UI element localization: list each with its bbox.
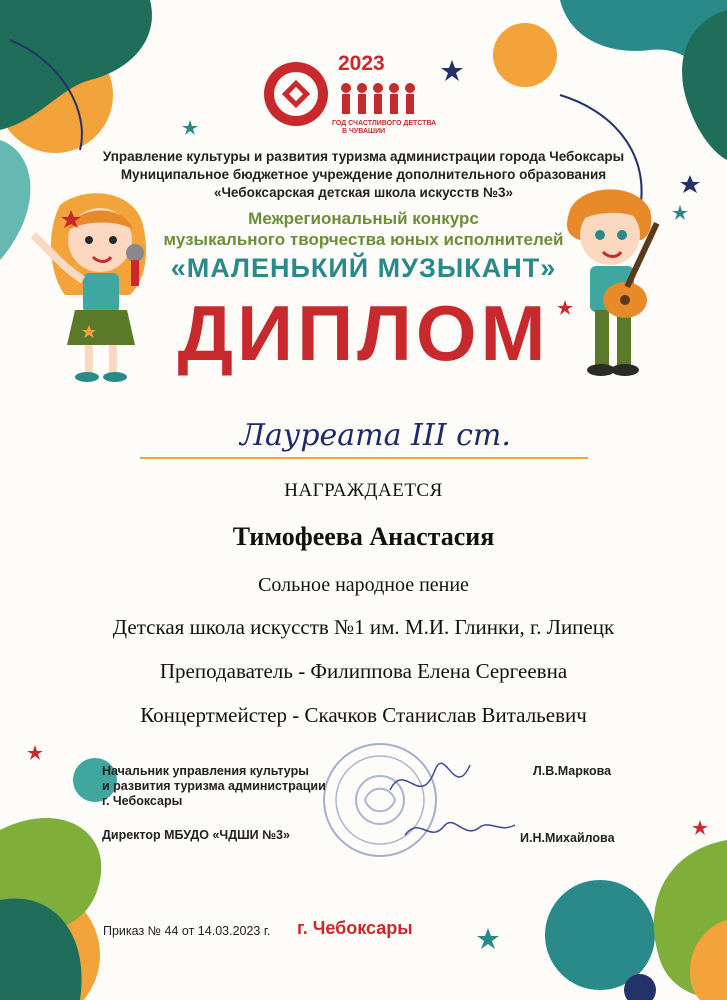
accompanist-name: Концертмейстер - Скачков Станислав Витальевич xyxy=(140,703,587,727)
order-note: Приказ № 44 от 14.03.2023 г. xyxy=(103,924,271,938)
organizer-line: Управление культуры и развития туризма администрации города Чебоксары xyxy=(102,149,625,164)
signatory-position-line: Начальник управления культуры xyxy=(102,764,309,778)
recipient-name: Тимофеева Анастасия xyxy=(232,522,495,551)
award-degree-handwritten: Лауреата III ст. xyxy=(240,418,511,453)
year-of-childhood-logo xyxy=(258,48,438,140)
awarded-label: НАГРАЖДАЕТСЯ xyxy=(284,480,443,501)
orange-circle-top-right xyxy=(493,23,557,87)
star-icon xyxy=(477,928,499,949)
logo-caption-line2: В ЧУВАШИИ xyxy=(342,128,386,135)
teacher-name: Преподаватель - Филиппова Елена Сергеевна xyxy=(159,659,568,683)
city: г. Чебоксары xyxy=(297,918,413,938)
signatory-position-line: и развития туризма администрации xyxy=(102,779,326,793)
logo-caption-line1: ГОД СЧАСТЛИВОГО ДЕТСТВА xyxy=(332,120,437,127)
signatory-position-line: г. Чебоксары xyxy=(102,794,183,808)
signatory-position: Директор МБУДО «ЧДШИ №3» xyxy=(102,828,290,842)
star-icon xyxy=(182,120,198,135)
star-icon xyxy=(692,820,708,835)
signatory-position xyxy=(102,764,326,809)
star-icon xyxy=(441,60,463,81)
logo-year: 2023 xyxy=(338,52,385,75)
girl-singer-illustration xyxy=(25,185,175,390)
signatory-name: И.Н.Михайлова xyxy=(520,831,615,845)
contest-line2: музыкального творчества юных исполнителей xyxy=(163,230,564,249)
star-icon xyxy=(27,745,43,760)
document-title: ДИПЛОМ xyxy=(177,289,550,377)
school-name: Детская школа искусств №1 им. М.И. Глинки, г. Липецк xyxy=(112,615,615,639)
logo-caption xyxy=(332,120,436,136)
boy-guitarist-illustration xyxy=(555,180,705,390)
nomination: Сольное народное пение xyxy=(258,574,469,596)
signature-mikhailova xyxy=(400,805,520,855)
contest-line1: Межрегиональный конкурс xyxy=(248,209,479,228)
organizer-line: Муниципальное бюджетное учреждение дополнительного образования xyxy=(120,167,607,182)
signatory-name: Л.В.Маркова xyxy=(533,764,612,778)
contest-name: «МАЛЕНЬКИЙ МУЗЫКАНТ» xyxy=(170,253,557,283)
organizer-line: «Чебоксарская детская школа искусств №3» xyxy=(213,185,514,200)
teal-circle-bottom-right xyxy=(545,880,655,990)
